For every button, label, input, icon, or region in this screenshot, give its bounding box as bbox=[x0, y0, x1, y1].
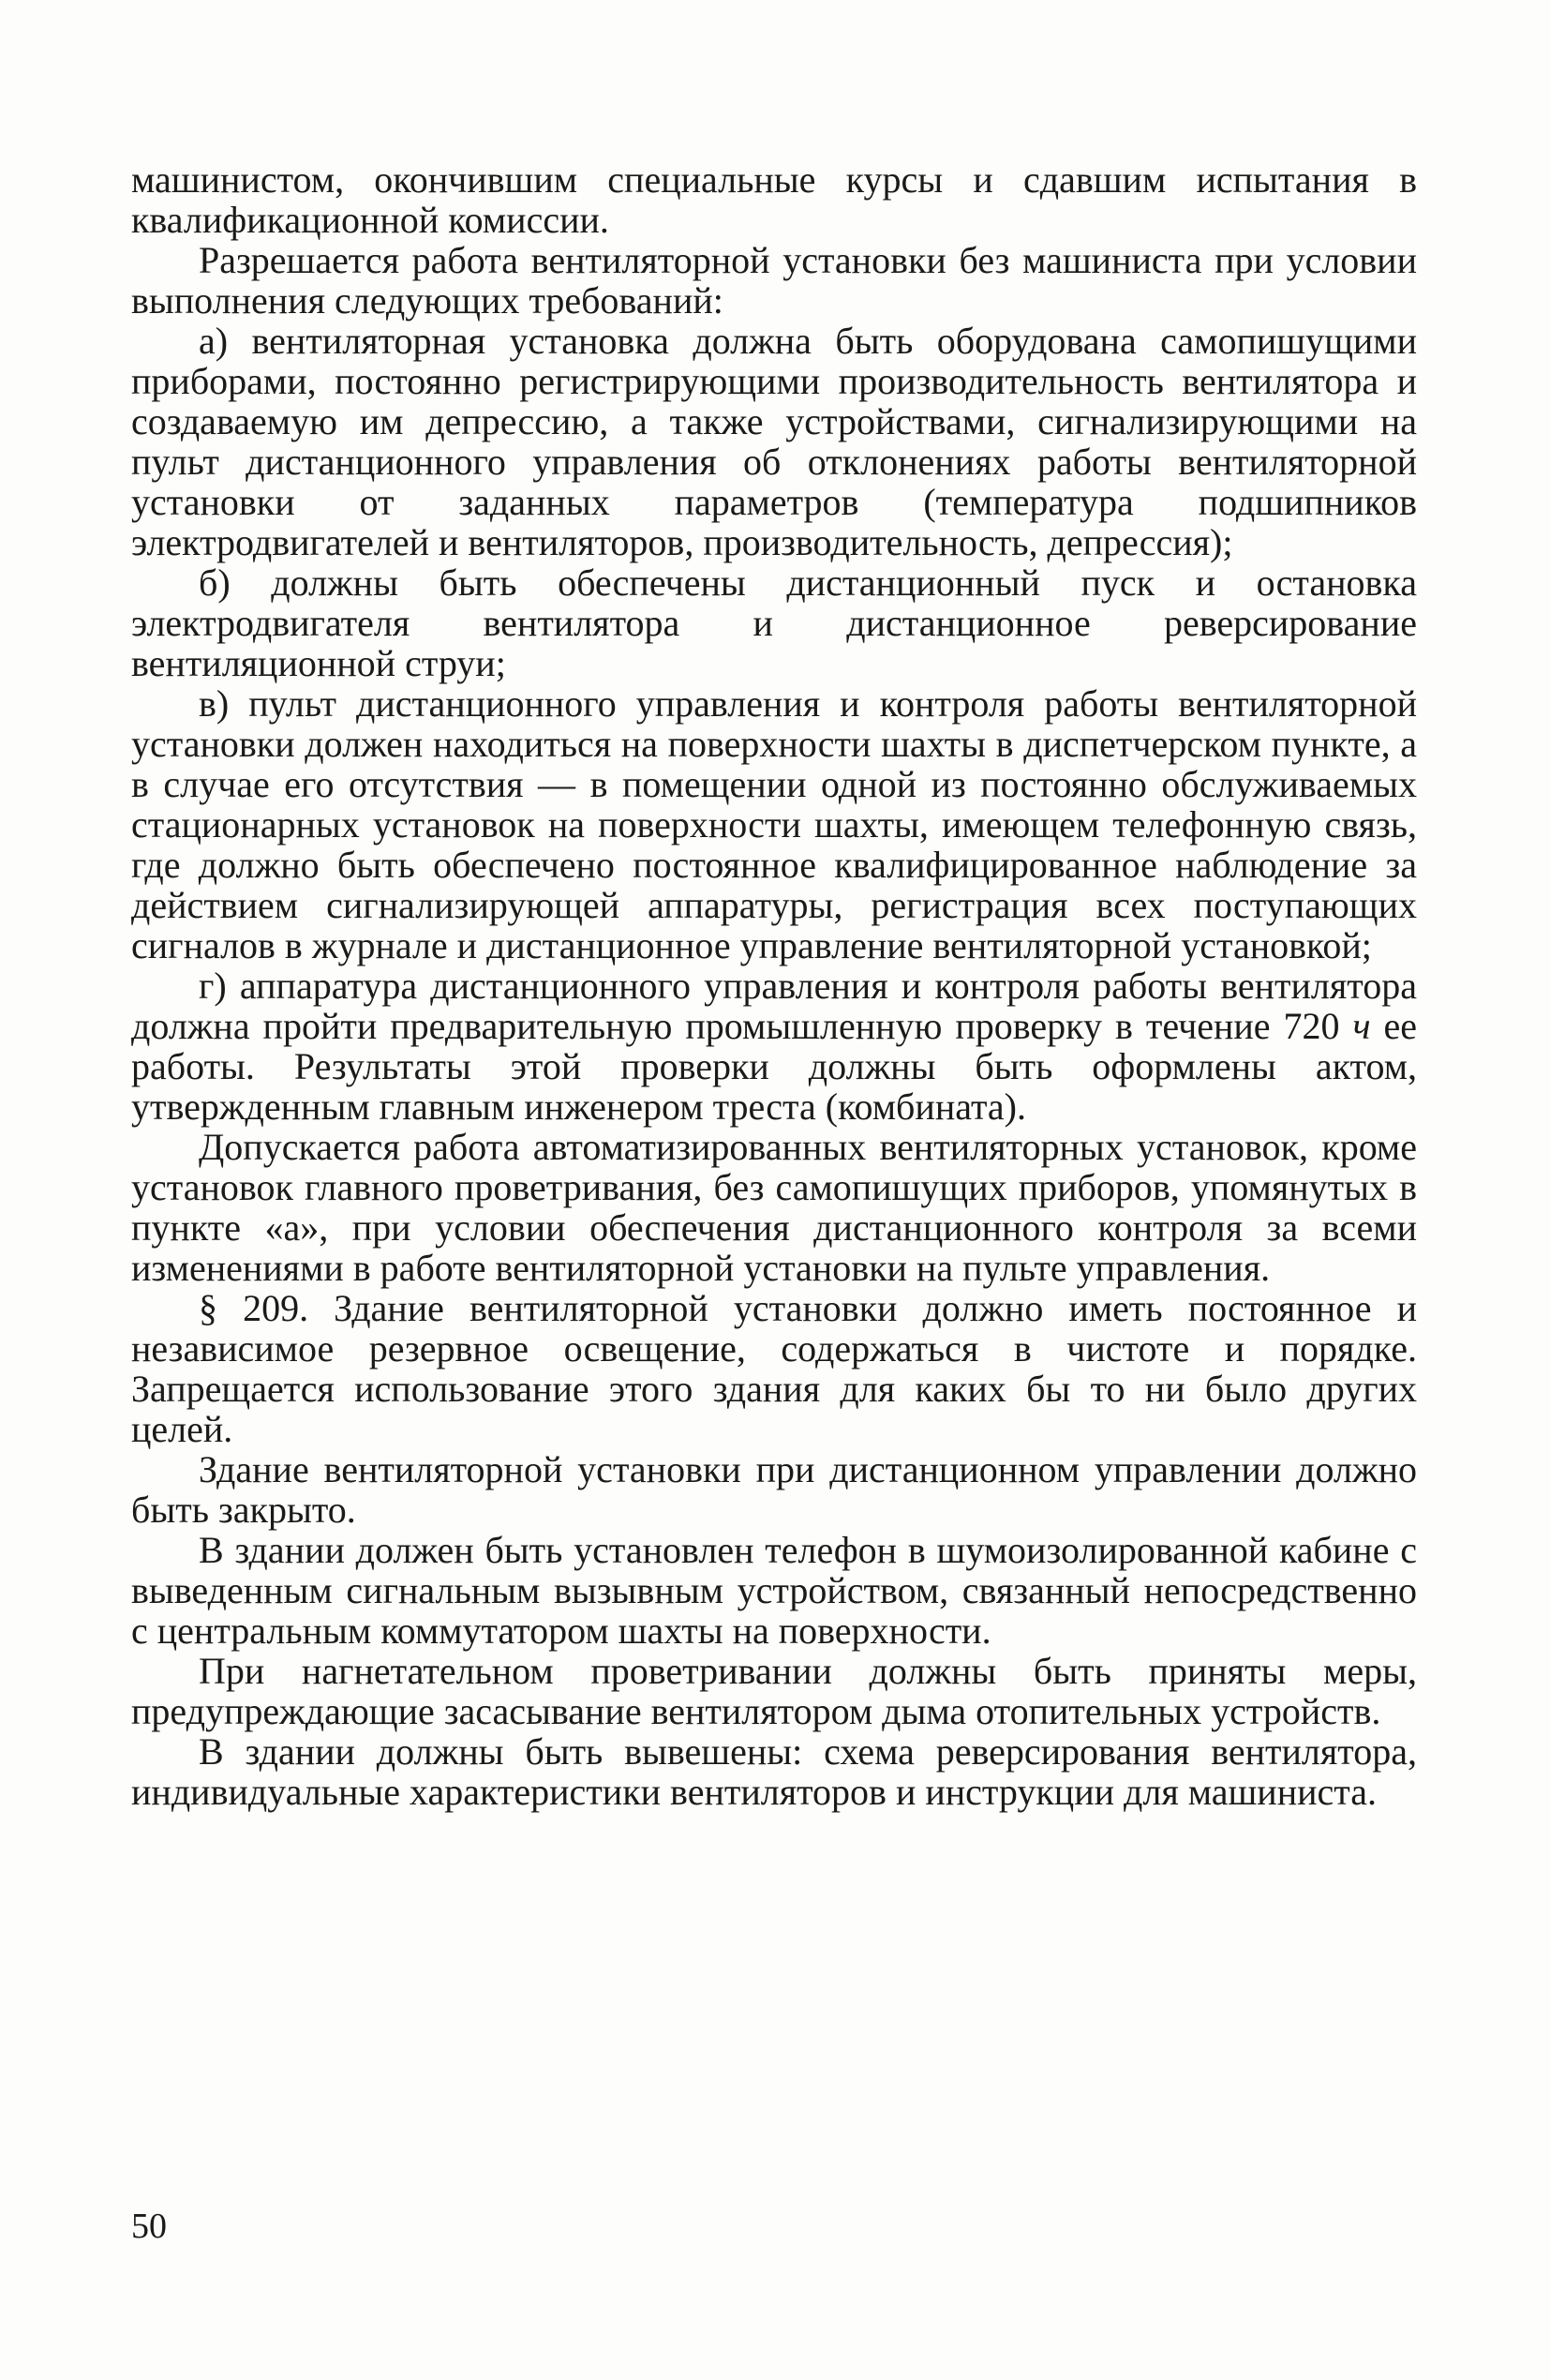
paragraph-item-v: в) пульт дистанционного управления и контроля работы вентиляторной установки должен находиться на поверхности шахты в диспетчерском пункте, а в случае его отсутствия — в помещении одной из постоянно обслуживаемых стационарных установок на поверхности шахты, имеющем телефонную связь, где должно быть обеспечено постоянное квалифицированное наблюдение за действием сигнализирующей аппаратуры, регистрация всех поступающих сигналов в журнале и дистанционное управление вентиляторной установкой; bbox=[131, 682, 1417, 966]
hours-unit: ч bbox=[1352, 1005, 1371, 1047]
paragraph-automated-installations: Допускается работа автоматизированных вентиляторных установок, кроме установок главного проветривания, без самопишущих приборов, упомянутых в пункте «а», при условии обеспечения дистанционного контроля за всеми изменениями в работе вентиляторной установки на пульте управления. bbox=[131, 1126, 1417, 1289]
paragraph-item-b: б) должны быть обеспечены дистанционный пуск и остановка электродвигателя вентилятора и дистанционное реверсирование вентиляционной струи; bbox=[131, 561, 1417, 684]
paragraph-forced-ventilation: При нагнетательном проветривании должны быть приняты меры, предупреждающие засасывание вентилятором дыма отопительных устройств. bbox=[131, 1650, 1417, 1732]
paragraph-section-209: § 209. Здание вентиляторной установки должно иметь постоянное и независимое резервное освещение, содержаться в чистоте и порядке. Запрещается использование этого здания для каких бы то ни было других целей. bbox=[131, 1287, 1417, 1450]
item-g-text-end: ее работы. Результаты этой проверки должны быть оформлены актом, утвержденным главным инженером треста (комбината). bbox=[131, 1005, 1417, 1128]
paragraph-item-g bbox=[131, 965, 1417, 1127]
paragraph-requirements-intro: Разрешается работа вентиляторной установки без машиниста при условии выполнения следующих требований: bbox=[131, 239, 1417, 322]
paragraph-continuation: машинистом, окончившим специальные курсы и сдавшим испытания в квалификационной комиссии. bbox=[131, 158, 1417, 241]
paragraph-telephone: В здании должен быть установлен телефон в шумоизолированной кабине с выведенным сигнальным вызывным устройством, связанный непосредственно с центральным коммутатором шахты на поверхности. bbox=[131, 1529, 1417, 1652]
paragraph-item-a: а) вентиляторная установка должна быть оборудована самопишущими приборами, постоянно регистрирующими производительность вентилятора и создаваемую им депрессию, а также устройствами, сигнализирующими на пульт дистанционного управления об отклонениях работы вентиляторной установки от заданных параметров (температура подшипников электродвигателей и вентиляторов, производительность, депрессия); bbox=[131, 320, 1417, 563]
paragraph-posted-schemes: В здании должны быть вывешены: схема реверсирования вентилятора, индивидуальные характеристики вентиляторов и инструкции для машиниста. bbox=[131, 1730, 1417, 1813]
paragraph-building-closed: Здание вентиляторной установки при дистанционном управлении должно быть закрыто. bbox=[131, 1448, 1417, 1531]
item-g-text-start: г) аппаратура дистанционного управления и контроля работы вентилятора должна пройти предварительную промышленную проверку в течение 720 bbox=[131, 965, 1417, 1047]
page-number: 50 bbox=[131, 2207, 167, 2246]
body-text bbox=[131, 159, 1417, 1812]
